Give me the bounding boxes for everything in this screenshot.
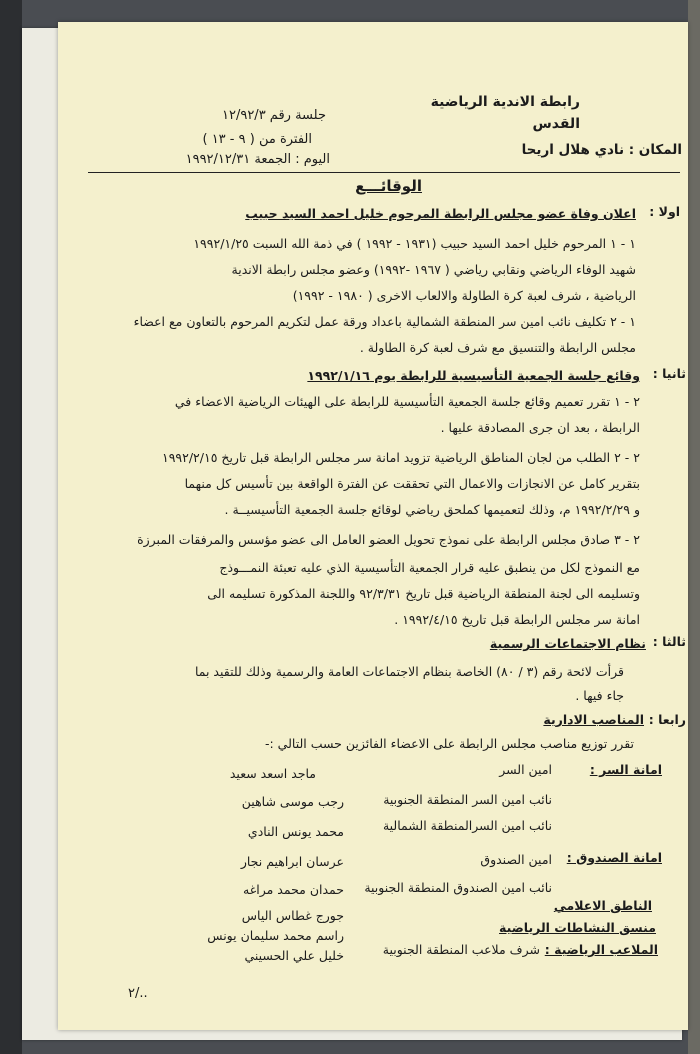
section-2-heading: وقائع جلسة الجمعية التأسيسية للرابطة يوم ١٩٩٢/١/١٦ bbox=[307, 368, 640, 383]
header-rule bbox=[88, 172, 680, 173]
meeting-period: الفترة من ( ٩ - ١٣ ) bbox=[202, 132, 312, 147]
role-sports-fields-south: شرف ملاعب المنطقة الجنوبية bbox=[382, 942, 540, 957]
item-2-2-line-2: بتقرير كامل عن الانجازات والاعمال التي تحققت عن الفترة الواقعة بين تأسيس كل منهما bbox=[184, 476, 640, 491]
item-1-1-line-2: شهيد الوفاء الرياضي ونقابي رياضي ( ١٩٦٧ -١٩٩٢) وعضو مجلس رابطة الاندية bbox=[231, 262, 636, 277]
section-1-heading: اعلان وفاة عضو مجلس الرابطة المرحوم خليل احمد السيد حبيب bbox=[245, 206, 636, 221]
item-1-1-line-3: الرياضية ، شرف لعبة كرة الطاولة والالعاب الاخرى ( ١٩٨٠ - ١٩٩٢) bbox=[292, 288, 636, 303]
role-treasurer: امين الصندوق bbox=[480, 852, 552, 867]
section-3-marker: ثالثا : bbox=[652, 634, 686, 649]
section-3-line-1: قرأت لائحة رقم (٣ / ٨٠) الخاصة بنظام الاجتماعات العامة والرسمية وذلك للتقيد بما bbox=[194, 664, 624, 679]
org-name: رابطة الاندية الرياضية bbox=[430, 94, 580, 110]
role-deputy-secretary-north: نائب امين السرالمنطقة الشمالية bbox=[382, 818, 552, 833]
item-2-2-line-3: و ١٩٩٢/٢/٢٩ م، وذلك لتعميمها كملحق رياضي لوقائع جلسة الجمعية التأسيسيــة . bbox=[224, 502, 640, 517]
document-page bbox=[58, 22, 688, 1030]
page-number: ٢/.. bbox=[128, 986, 148, 1001]
role-secretary: امين السر bbox=[499, 762, 552, 777]
org-city: القدس bbox=[532, 116, 580, 132]
item-2-3-line-2: مع النموذج لكل من ينطبق عليه قرار الجمعية التأسيسية الذي عليه تعبئة النمـــوذج bbox=[219, 560, 640, 575]
session-number: جلسة رقم ١٢/٩٢/٣ bbox=[222, 108, 326, 123]
meeting-place: المكان : نادي هلال اريحا bbox=[521, 142, 682, 158]
section-4-heading: المناصب الادارية bbox=[543, 712, 644, 727]
role-deputy-treasurer-south: نائب امين الصندوق المنطقة الجنوبية bbox=[364, 880, 552, 895]
person-secretary: ماجد اسعد سعيد bbox=[229, 766, 316, 781]
group-secretariat-name: امانة السر : bbox=[589, 762, 662, 777]
section-3-line-2: جاء فيها . bbox=[575, 688, 624, 703]
person-deputy-secretary-south: رجب موسى شاهين bbox=[241, 794, 344, 809]
item-1-2-line-1: ١ - ٢ تكليف نائب امين سر المنطقة الشمالية باعداد ورقة عمل لتكريم المرحوم بالتعاون مع اعضاء bbox=[133, 314, 636, 329]
person-extra-2: راسم محمد سليمان يونس bbox=[207, 928, 344, 943]
person-deputy-secretary-north: محمد يونس النادي bbox=[247, 824, 344, 839]
scan-dark-edge bbox=[0, 0, 22, 1054]
item-2-3-line-4: امانة سر مجلس الرابطة قبل تاريخ ١٩٩٢/٤/١٥ . bbox=[394, 612, 640, 627]
item-1-1-line-1: ١ - ١ المرحوم خليل احمد السيد حبيب (١٩٣١ - ١٩٩٢ ) في ذمة الله السبت ١٩٩٢/١/٢٥ bbox=[193, 236, 636, 251]
section-3-heading: نظام الاجتماعات الرسمية bbox=[489, 636, 646, 651]
item-2-3-line-3: وتسليمه الى لجنة المنطقة الرياضية قبل تاريخ ٩٢/٣/٣١ واللجنة المذكورة تسليمه الى bbox=[207, 586, 640, 601]
section-4-intro: تقرر توزيع مناصب مجلس الرابطة على الاعضاء الفائزين حسب التالي :- bbox=[264, 736, 634, 751]
item-2-3-line-1: ٢ - ٣ صادق مجلس الرابطة على نموذج تحويل العضو العامل الى عضو مؤسس والمرفقات المبرزة bbox=[137, 532, 640, 547]
group-treasury-name: امانة الصندوق : bbox=[566, 850, 662, 865]
item-2-2-line-1: ٢ - ٢ الطلب من لجان المناطق الرياضية تزويد امانة سر مجلس الرابطة قبل تاريخ ١٩٩٢/٢/١٥ bbox=[161, 450, 640, 465]
person-extra-3: خليل علي الحسيني bbox=[244, 948, 344, 963]
item-2-1-line-1: ٢ - ١ تقرر تعميم وقائع جلسة الجمعية التأسيسية للرابطة على الهيئات الرياضية الاعضاء في bbox=[174, 394, 640, 409]
role-spokesman: الناطق الاعلامي bbox=[553, 898, 652, 913]
section-1-marker: اولا : bbox=[649, 204, 680, 219]
group-sports-fields: الملاعب الرياضية : bbox=[544, 942, 658, 957]
scan-right-edge bbox=[688, 0, 700, 1054]
section-2-marker: ثانيا : bbox=[652, 366, 686, 381]
item-2-1-line-2: الرابطة ، بعد ان جرى المصادقة عليها . bbox=[440, 420, 640, 435]
role-deputy-secretary-south: نائب امين السر المنطقة الجنوبية bbox=[383, 792, 552, 807]
item-1-2-line-2: مجلس الرابطة والتنسيق مع شرف لعبة كرة الطاولة . bbox=[359, 340, 636, 355]
role-coordinator: منسق النشاطات الرياضية bbox=[499, 920, 656, 935]
person-deputy-treasurer-south: حمدان محمد مراغه bbox=[243, 882, 344, 897]
person-extra-1: جورج غطاس الياس bbox=[241, 908, 344, 923]
section-4-marker: رابعا : bbox=[648, 712, 686, 727]
person-treasurer: عرسان ابراهيم نجار bbox=[240, 854, 344, 869]
meeting-day-date: اليوم : الجمعة ١٩٩٢/١٢/٣١ bbox=[185, 152, 330, 167]
page-title: الوقائـــع bbox=[355, 177, 422, 195]
